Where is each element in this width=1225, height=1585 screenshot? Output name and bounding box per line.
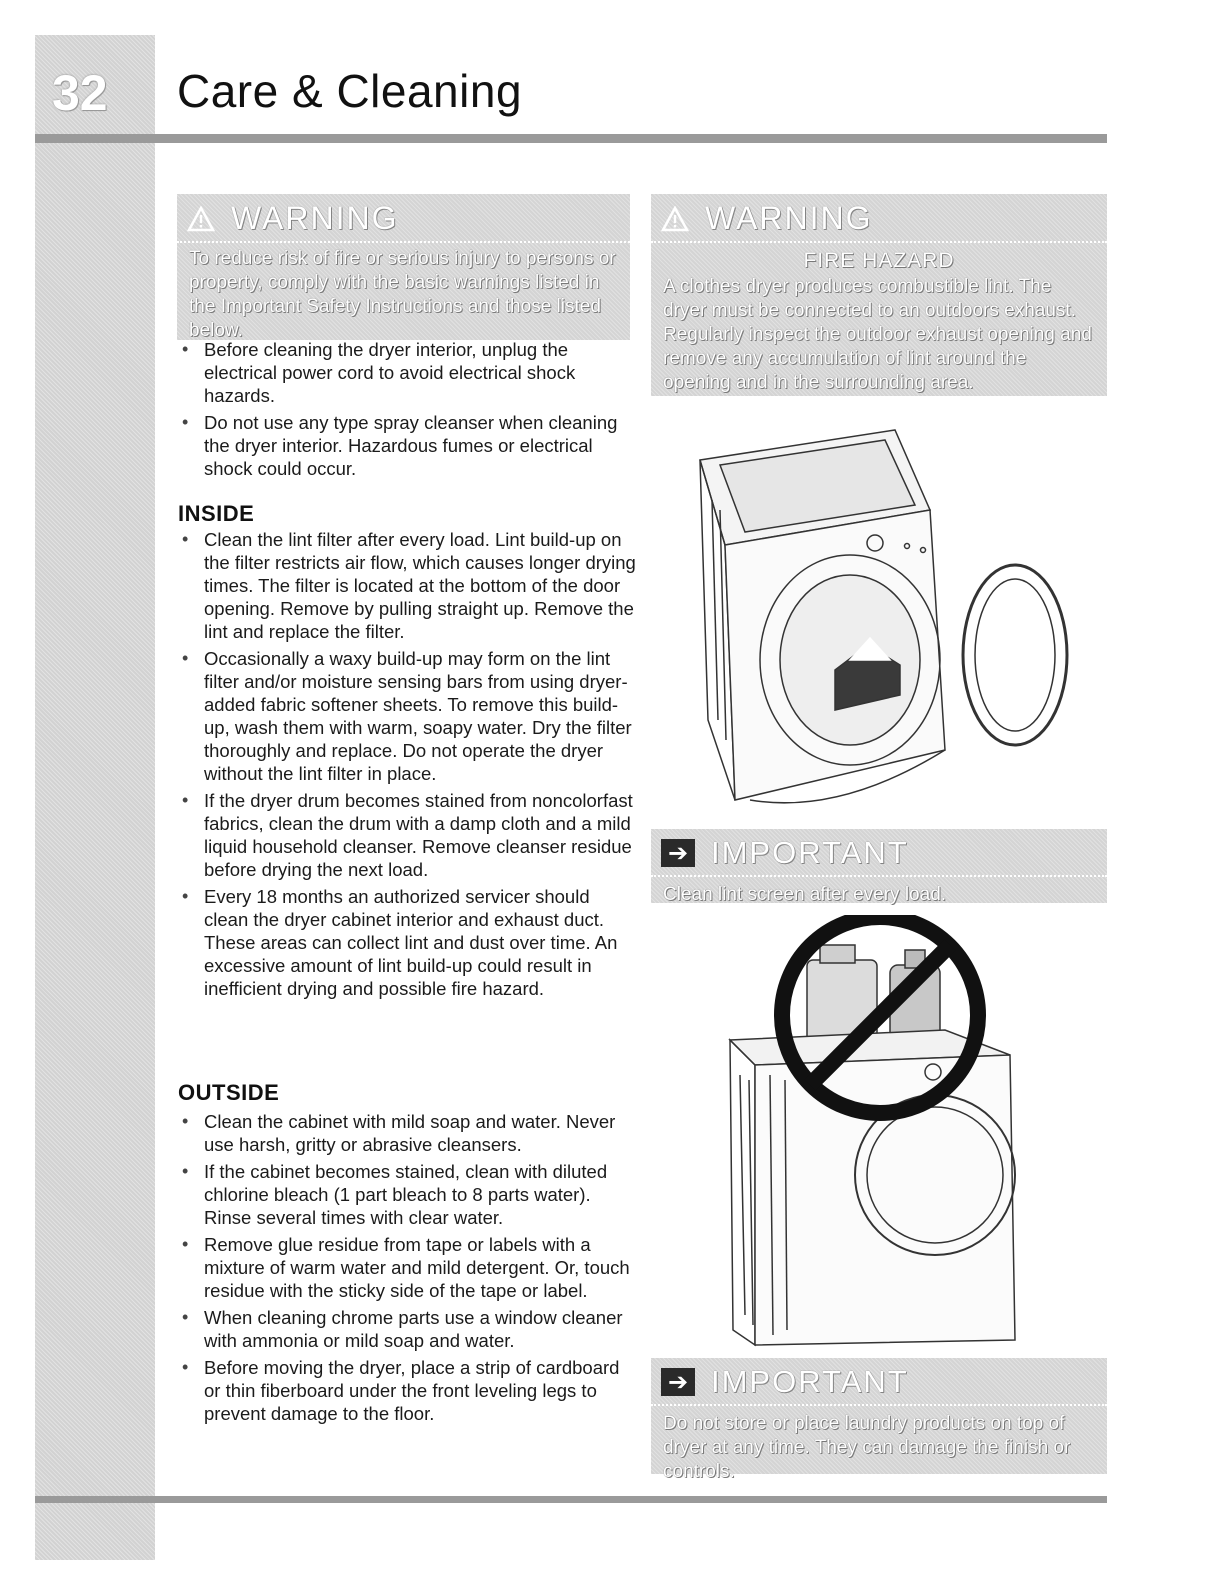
- list-item: • Do not use any type spray cleanser when cleaning the dryer interior. Hazardous fumes or electrical shock could occur.: [178, 411, 638, 480]
- list-item: • When cleaning chrome parts use a window cleaner with ammonia or mild soap and water.: [178, 1306, 638, 1352]
- warning-text: To reduce risk of fire or serious injury to persons or property, comply with the basic warnings listed in the Important Safety Instructions and those listed below.: [189, 248, 616, 341]
- warning-heading-text: WARNING: [231, 200, 399, 236]
- warning-heading: [651, 194, 1107, 243]
- arrow-right-icon: ➔: [661, 839, 695, 867]
- warning-heading-text: WARNING: [705, 200, 873, 236]
- arrow-right-icon: ➔: [661, 1368, 695, 1396]
- page-title: Care & Cleaning: [177, 65, 523, 117]
- warning-body: [651, 243, 1107, 403]
- important-heading: [651, 829, 1107, 877]
- header-rule: [35, 134, 1107, 143]
- inside-bullet-list: [178, 528, 638, 1004]
- list-item: • Clean the lint filter after every load. Lint build-up on the filter restricts air flow, which causes longer drying times. The filter is located at the bottom of the door opening. Remove by pulling straight up. Remove the lint and replace the filter.: [178, 528, 638, 643]
- important-text: Clean lint screen after every load.: [663, 884, 947, 905]
- warning-heading: [177, 194, 630, 243]
- important-heading-text: IMPORTANT: [711, 835, 909, 870]
- side-strip: [35, 35, 155, 1560]
- list-item: • Every 18 months an authorized servicer should clean the dryer cabinet interior and exhaust duct. These areas can collect lint and dust over time. An excessive amount of lint build-up could result in inefficient drying and possible fire hazard.: [178, 885, 638, 1000]
- list-item: • Occasionally a waxy build-up may form on the lint filter and/or moisture sensing bars from using dryer-added fabric softener sheets. To remove this build-up, wash them with warm, soapy water. Dry the filter thoroughly and replace. Do not operate the dryer without the lint filter in place.: [178, 647, 638, 785]
- page-number: 32: [52, 65, 108, 121]
- list-item: • Clean the cabinet with mild soap and water. Never use harsh, gritty or abrasive cleansers.: [178, 1110, 638, 1156]
- outside-heading: OUTSIDE: [178, 1080, 280, 1105]
- important-heading: [651, 1358, 1107, 1406]
- warning-triangle-icon: [187, 206, 215, 232]
- important-box-1: [651, 829, 1107, 903]
- important-heading-text: IMPORTANT: [711, 1364, 909, 1399]
- warning-box-right: [651, 194, 1107, 396]
- footer-rule: [35, 1496, 1107, 1503]
- no-products-on-dryer-illustration: [725, 915, 1035, 1355]
- fire-hazard-subheading: FIRE HAZARD: [803, 249, 955, 272]
- warning-triangle-icon: [661, 206, 689, 232]
- warning-box-left: [177, 194, 630, 340]
- warning-text: A clothes dryer produces combustible lint. The dryer must be connected to an outdoors exhaust. Regularly inspect the outdoor exhaust opening and remove any accumulation of lint around the opening and in the surrounding area.: [663, 276, 1092, 393]
- inside-heading: INSIDE: [178, 501, 255, 526]
- list-item: • Remove glue residue from tape or labels with a mixture of warm water and mild detergent. Or, touch residue with the sticky side of the tape or label.: [178, 1233, 638, 1302]
- important-text: Do not store or place laundry products on top of dryer at any time. They can damage the finish or controls.: [663, 1413, 1071, 1482]
- dryer-open-door-illustration: [690, 420, 1080, 815]
- list-item: • Before moving the dryer, place a strip of cardboard or thin fiberboard under the front leveling legs to prevent damage to the floor.: [178, 1356, 638, 1425]
- outside-bullet-list: [178, 1110, 638, 1429]
- list-item: • If the cabinet becomes stained, clean with diluted chlorine bleach (1 part bleach to 8 parts water). Rinse several times with clear water.: [178, 1160, 638, 1229]
- list-item: • If the dryer drum becomes stained from noncolorfast fabrics, clean the drum with a damp cloth and a mild liquid household cleanser. Remove cleanser residue before drying the next load.: [178, 789, 638, 881]
- warning-bullet-list: [178, 338, 638, 484]
- important-box-2: [651, 1358, 1107, 1482]
- list-item: • Before cleaning the dryer interior, unplug the electrical power cord to avoid electrical shock hazards.: [178, 338, 638, 407]
